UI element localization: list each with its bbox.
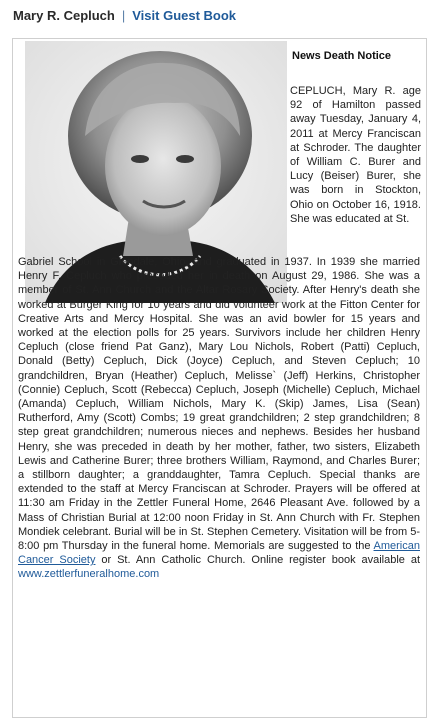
- deceased-name: Mary R. Cepluch: [13, 8, 115, 23]
- american-cancer-society-link[interactable]: American Cancer Society: [18, 540, 420, 567]
- visit-guest-book-link[interactable]: Visit Guest Book: [132, 8, 237, 23]
- obituary-header: [13, 8, 236, 28]
- death-notice-article: [12, 38, 427, 718]
- notice-title: News Death Notice: [292, 50, 392, 62]
- header-separator: |: [121, 8, 126, 23]
- body-text-part1: Gabriel School in Glendale, Ohio, and graduated in 1937. In 1939 she married Henry F. Cepluch who preceded her in death on August 29, 1986. She was a member of St. Ann Church and the Altar Rosary Society. After Henry's death she worked at Burger King for 10 years and did volunteer work at the Fitton Center for Creative Arts and Mercy Hospital. She was an avid bowler for 15 years and worked at the election polls for 25 years. Survivors include her children Henry Cepluch (close friend Pat Ganz), Mary Lou Nichols, Robert (Patti) Cepluch, Donald (Betty) Cepluch, Dick (Joyce) Cepluch, and Steven Cepluch; 10 grandchildren, Bryan (Heather) Cepluch, Melisse` (Jeff) Herkins, Christopher (Connie) Cepluch, Scott (Rebecca) Cepluch, Joseph (Michelle) Cepluch, Michael (Amanda) Cepluch, William Nichols, Mary K. (Skip) James, Lisa (Sean) Rutherford, Amy (Scott) Combs; 19 great grandchildren; 2 step grandchildren; 8 step great grandchildren; numerous nieces and nephews. Besides her husband Henry, she was preceded in death by her mother, father, two sisters, Elizabeth Lewis and Catherine Burer; three brothers William, Raymond, and Charles Burer; a stillborn daughter; a granddaughter, Tamra Cepluch. Special thanks are extended to the staff at Mercy Franciscan at Schroder. Prayers will be offered at 11:30 am Friday in the Zettler Funeral Home, 2646 Pleasant Ave. followed by a Mass of Christian Burial at 12:00 noon Friday in St. Ann Church with Fr. Stephen Mondiek celebrant. Burial will be in St. Stephen Cemetery. Visitation will be from 5-8:00 pm Thursday in the funeral home. Memorials are suggested to the: [18, 256, 420, 553]
- body-text-part2: or St. Ann Catholic Church. Online register book available at: [95, 554, 420, 567]
- notice-intro-text: CEPLUCH, Mary R. age 92 of Hamilton passed away Tuesday, January 4, 2011 at Mercy Franciscan at Schroder. The daughter of William C. Burer and Lucy (Beiser) Burer, she was born in Stockton, Ohio on October 16, 1918. She was educated at St.: [290, 85, 421, 225]
- notice-body-text: [18, 255, 420, 582]
- funeral-home-website-link[interactable]: www.zettlerfuneralhome.com: [18, 568, 160, 581]
